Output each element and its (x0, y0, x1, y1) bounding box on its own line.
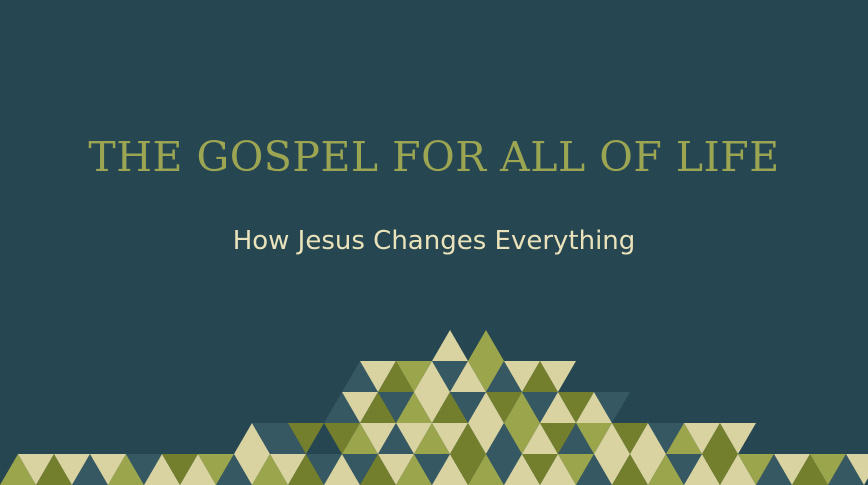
slide-subtitle: How Jesus Changes Everything (232, 226, 636, 256)
pattern-triangle (432, 330, 468, 361)
slide-title: THE GOSPEL FOR ALL OF LIFE (88, 133, 780, 181)
pattern-triangle (468, 330, 504, 361)
